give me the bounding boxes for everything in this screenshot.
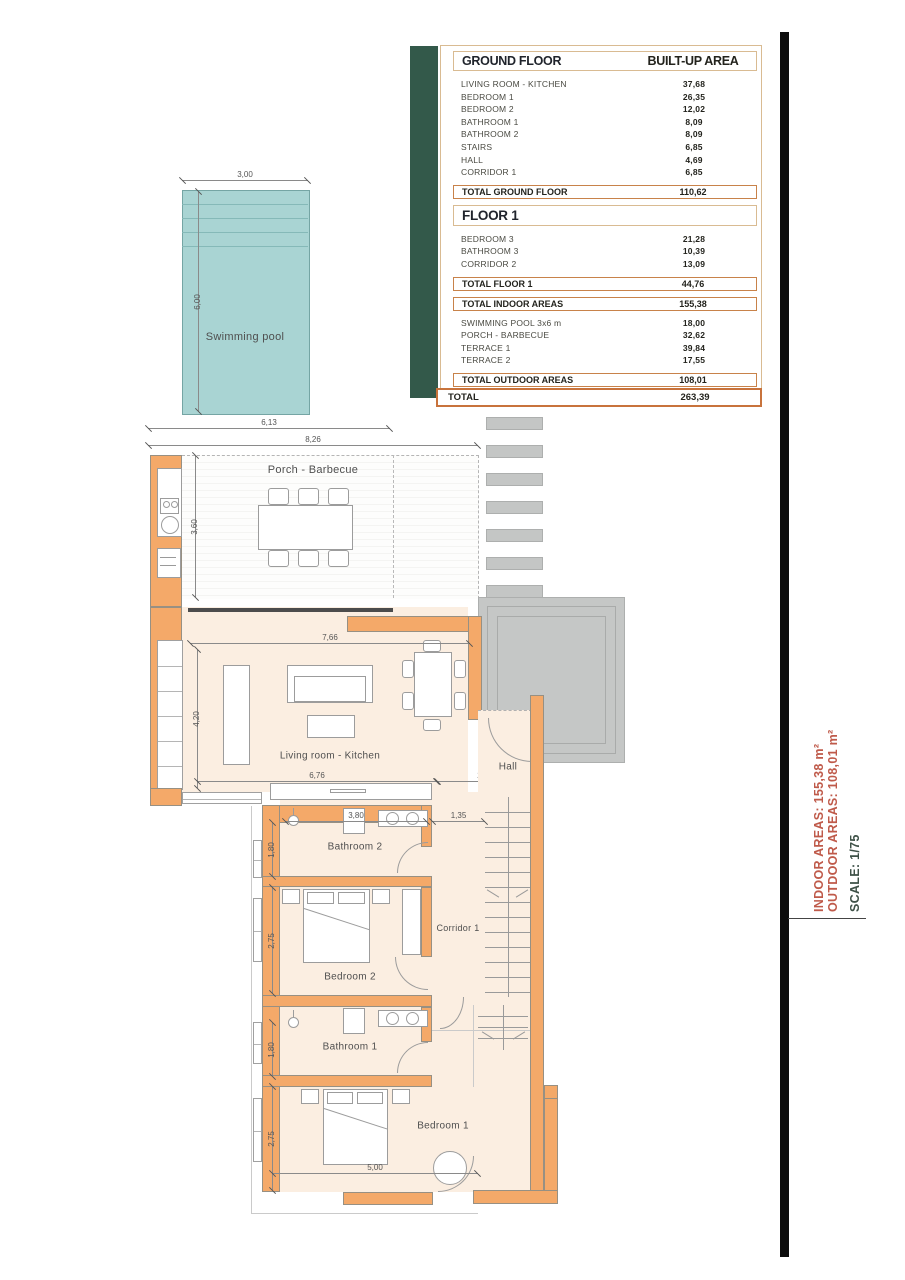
table-header: GROUND FLOOR BUILT-UP AREA — [453, 51, 757, 71]
living-bottom-window — [182, 792, 262, 804]
table-row: LIVING ROOM - KITCHEN 37,68 — [461, 79, 706, 89]
sink-icon — [386, 1012, 399, 1025]
table-row: TERRACE 2 17,55 — [461, 355, 706, 366]
pool-steps — [182, 190, 308, 250]
table-row: BEDROOM 1 26,35 — [461, 91, 706, 102]
kitchen-island — [223, 665, 250, 765]
scale-text: SCALE: 1/75 — [848, 834, 862, 912]
dining-chair — [402, 692, 414, 710]
passage-line — [473, 1005, 474, 1087]
bed1-bottom-wall — [343, 1192, 433, 1205]
step — [486, 501, 543, 514]
dim-bed1-height: 2,75 — [272, 1087, 273, 1190]
table-subheader: FLOOR 1 — [453, 205, 757, 226]
dining-chair — [423, 640, 441, 652]
porch-chair — [298, 488, 319, 505]
dining-chair — [402, 660, 414, 678]
table-accent-bar — [410, 46, 438, 398]
sofa-seat — [294, 676, 366, 702]
dim-bath2-height: 1,80 — [272, 823, 273, 876]
bedroom1-label: Bedroom 1 — [417, 1120, 469, 1132]
dining-chair — [454, 660, 466, 678]
porch-chair — [298, 550, 319, 567]
porch-chair — [328, 488, 349, 505]
living-top-wall — [347, 616, 478, 632]
table-row: BATHROOM 1 8,09 — [461, 116, 703, 127]
dim-bed1-width: 5,00 — [272, 1173, 478, 1174]
step — [486, 445, 543, 458]
dim-pool-width: 3,00 — [182, 180, 308, 181]
table-row: BEDROOM 2 12,02 — [461, 104, 706, 115]
pool-label: Swimming pool — [205, 331, 285, 343]
built-up-area-table — [440, 45, 762, 400]
cabinet-line — [160, 565, 176, 566]
grand-total-value: 263,39 — [680, 392, 710, 403]
sheet-border-bar — [780, 32, 789, 1257]
nightstand — [372, 889, 390, 904]
bed2-window — [253, 898, 262, 962]
table-row: CORRIDOR 2 13,09 — [461, 258, 706, 269]
toilet — [343, 1008, 365, 1034]
step — [486, 529, 543, 542]
table-total: TOTAL INDOOR AREAS 155,38 — [453, 297, 757, 311]
sink-icon — [386, 812, 399, 825]
side-annotations — [812, 729, 862, 912]
porch-chair — [268, 488, 289, 505]
bed1-window — [253, 1098, 262, 1162]
dim-living-height: 4,20 — [197, 650, 198, 788]
table-grand-total-row — [436, 388, 762, 407]
table-row-group — [453, 233, 757, 271]
shower-stem — [293, 808, 294, 816]
pillow — [357, 1092, 383, 1104]
under-stairs — [478, 1005, 528, 1050]
living-room-label: Living room - Kitchen — [279, 750, 381, 762]
dim-bed2-height: 2,75 — [272, 888, 273, 993]
coffee-table — [307, 715, 355, 738]
dim-pool-height: 6,00 — [198, 192, 199, 411]
barbecue-sink-icon — [161, 516, 179, 534]
living-corner-wall — [150, 788, 182, 806]
kitchen-sink-slot — [330, 789, 366, 793]
table-total: TOTAL OUTDOOR AREAS 108,01 — [453, 373, 757, 387]
table-row: BATHROOM 2 8,09 — [461, 129, 703, 140]
living-right-wall — [468, 616, 482, 720]
nightstand — [301, 1089, 319, 1104]
dim-bath2-width: 3,80 — [285, 821, 427, 822]
bedroom2-label: Bedroom 2 — [324, 971, 376, 983]
bath2-bed2-wall — [262, 876, 432, 887]
table-total: TOTAL GROUND FLOOR 110,62 — [453, 185, 757, 199]
bathroom1-label: Bathroom 1 — [322, 1041, 378, 1053]
outdoor-steps — [486, 417, 543, 613]
wardrobe — [402, 889, 421, 955]
dim-bath1-height: 1,80 — [272, 1023, 273, 1076]
table-row: BATHROOM 3 10,39 — [461, 246, 706, 257]
porch-label: Porch - Barbecue — [267, 464, 359, 476]
porch-chair — [328, 550, 349, 567]
pillow — [338, 892, 365, 904]
table-row: CORRIDOR 1 6,85 — [461, 167, 703, 178]
pillow — [327, 1092, 353, 1104]
indoor-areas-text: INDOOR AREAS: 155,38 m² — [812, 743, 826, 912]
pillow — [307, 892, 334, 904]
step — [486, 557, 543, 570]
bath2-window — [253, 840, 262, 878]
dim-living-width: 7,66 — [190, 643, 470, 644]
bath1-bed1-wall — [262, 1075, 432, 1087]
dim-porch-826: 8,26 — [148, 445, 478, 446]
table-row: PORCH - BARBECUE 32,62 — [461, 330, 706, 341]
porch-chair — [268, 550, 289, 567]
table-row: BEDROOM 3 21,28 — [461, 233, 706, 244]
outdoor-areas-text: OUTDOOR AREAS: 108,01 m² — [826, 729, 840, 912]
nightstand — [392, 1089, 410, 1104]
dining-table — [414, 652, 452, 717]
sliding-door — [188, 608, 393, 612]
corridor1-label: Corridor 1 — [436, 923, 480, 933]
dim-porch-613: 6,13 — [148, 428, 390, 429]
step — [486, 417, 543, 430]
bottom-right-wall — [473, 1190, 558, 1204]
porch-table — [258, 505, 353, 550]
hall-label: Hall — [498, 761, 518, 773]
stairs — [485, 797, 530, 997]
table-row: TERRACE 1 39,84 — [461, 342, 706, 353]
table-row: STAIRS 6,85 — [461, 141, 703, 152]
terrace2-outline — [251, 806, 252, 1213]
cabinet-line — [160, 557, 176, 558]
dim-porch-height: 3,60 — [195, 456, 196, 597]
table-row: SWIMMING POOL 3x6 m 18,00 — [461, 317, 706, 328]
porch-cabinet — [157, 548, 181, 578]
kitchen-wall-counter — [157, 640, 183, 790]
dining-chair — [423, 719, 441, 731]
bed2-bath1-wall — [262, 995, 432, 1007]
dim-living-width2: 6,76 — [197, 781, 437, 782]
dim-corridor-width: 1,35 — [432, 821, 485, 822]
bath1-window — [253, 1022, 262, 1064]
grill-burner-icon — [163, 501, 170, 508]
shower-stem — [293, 1010, 294, 1018]
table-row-group — [453, 78, 757, 179]
table-total: TOTAL FLOOR 1 44,76 — [453, 277, 757, 291]
bathroom2-label: Bathroom 2 — [327, 841, 383, 853]
east-wall-lower — [544, 1098, 558, 1204]
nightstand — [282, 889, 300, 904]
grand-total-label: TOTAL — [448, 392, 479, 403]
sink-icon — [406, 812, 419, 825]
shower-head-icon — [288, 1017, 299, 1028]
step — [486, 473, 543, 486]
table-row-group — [453, 317, 757, 367]
terrace2-outline — [251, 1213, 478, 1214]
bed2-right-wall — [421, 887, 432, 957]
table-row: HALL 4,69 — [461, 154, 703, 165]
grill-burner-icon — [171, 501, 178, 508]
annotation-rule — [788, 918, 866, 919]
east-wall — [530, 695, 544, 1192]
sink-icon — [406, 1012, 419, 1025]
porch-roof-edge — [393, 455, 394, 598]
dining-chair — [454, 692, 466, 710]
